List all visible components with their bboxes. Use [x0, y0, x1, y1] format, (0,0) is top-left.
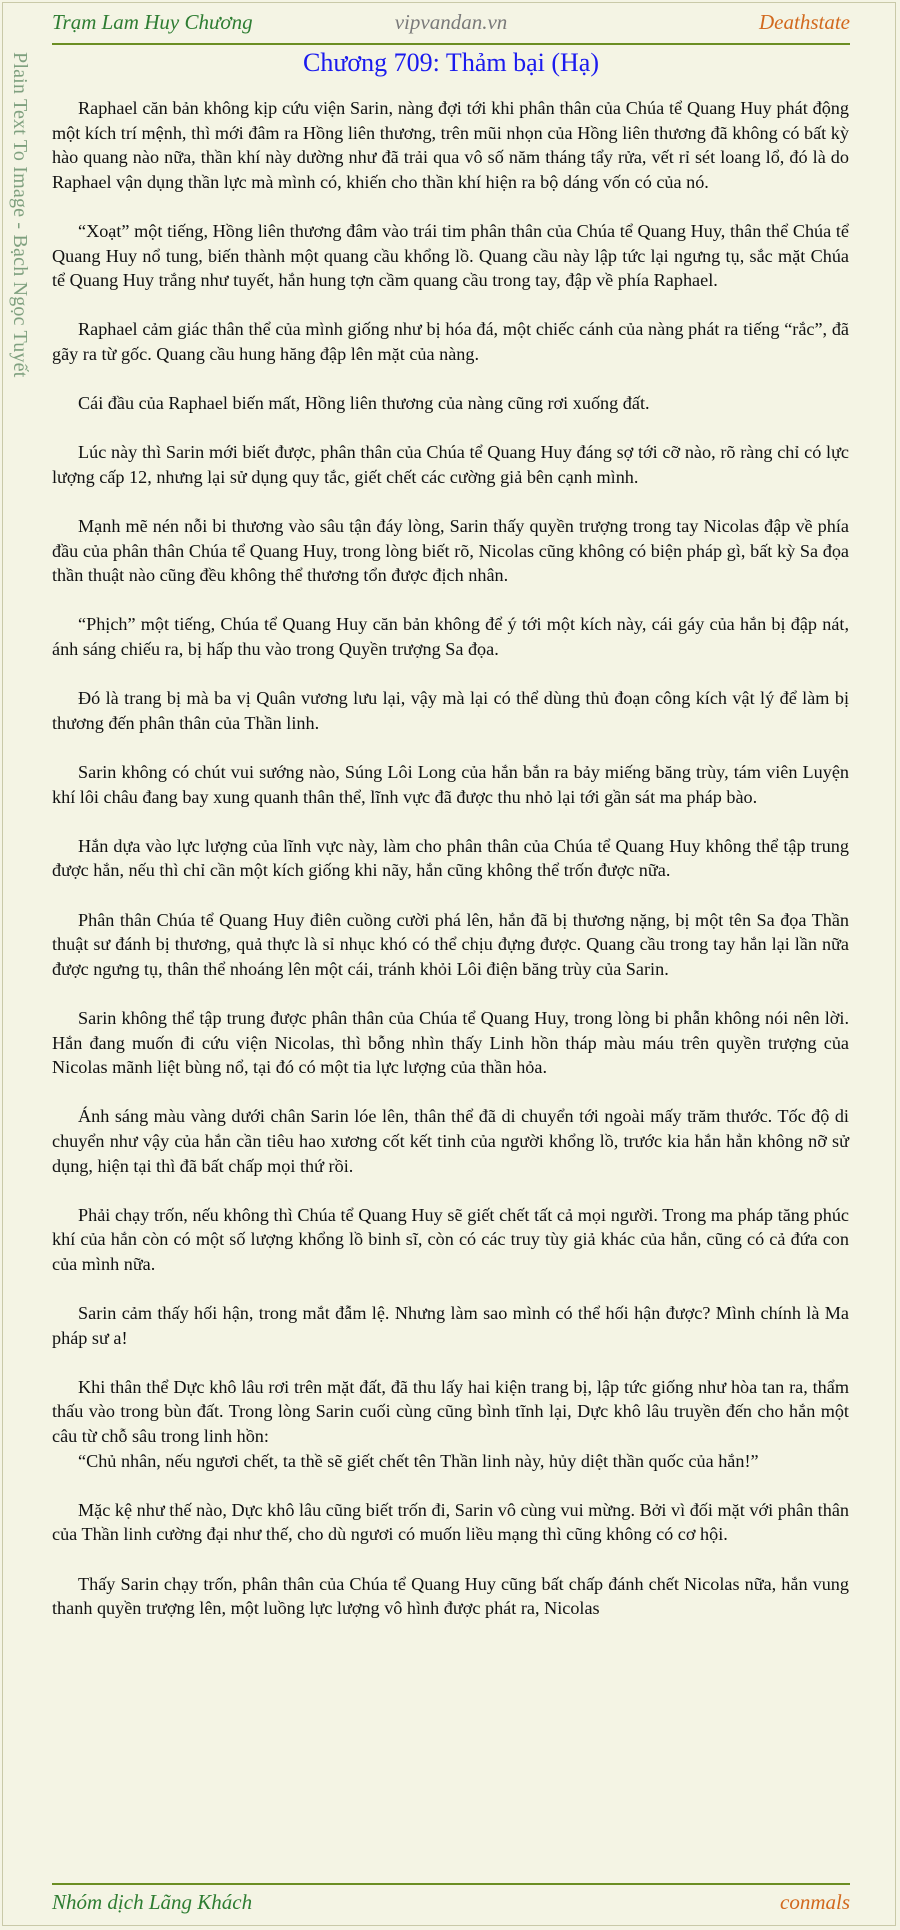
header-book-name: Deathstate: [759, 10, 850, 34]
paragraph: Ánh sáng màu vàng dưới chân Sarin lóe lên, thân thể đã di chuyển tới ngoài mấy trăm thước. Tốc độ di chuyển như vậy của hắn cần tiêu hao xương cốt kết tinh của người khổng lồ, trước kia hắn hẳn không nỡ sử dụng, hiện tại thì đã bất chấp mọi thứ rồi.: [52, 1106, 849, 1176]
paragraph: Raphael căn bản không kịp cứu viện Sarin, nàng đợi tới khi phân thân của Chúa tể Quang Huy phát động một kích trí mệnh, thì mới đâm ra Hồng liên thương, trên mũi nhọn của Hồng liên thương đã không có bất kỳ hào quang nào nữa, thần khí này dường như đã trải qua vô số năm tháng tẩy rửa, vết rỉ sét loang lổ, đó là do Raphael vận dụng thần lực mà mình có, khiến cho thần khí hiện ra bộ dáng vốn có của nó.: [52, 98, 849, 192]
footer-group-name: Nhóm dịch Lãng Khách: [52, 1890, 253, 1914]
footer-divider: [52, 1883, 850, 1885]
chapter-body: [52, 96, 849, 1645]
header-translator-name: Trạm Lam Huy Chương: [52, 10, 253, 34]
footer-author-name: conmals: [780, 1890, 850, 1914]
paragraph: Mạnh mẽ nén nỗi bi thương vào sâu tận đáy lòng, Sarin thấy quyền trượng trong tay Nicolas đập về phía đầu của phân thân Chúa tể Quang Huy, trong lòng biết rõ, Nicolas cũng không có biện pháp gì, bất kỳ Sa đọa thần thuật nào cũng đều không thể thương tổn được địch nhân.: [52, 516, 849, 586]
page-header: [52, 8, 850, 42]
paragraph: Sarin không thể tập trung được phân thân của Chúa tể Quang Huy, trong lòng bi phẫn không nói nên lời. Hắn đang muốn đi cứu viện Nicolas, thì bỗng nhìn thấy Linh hồn tháp màu máu trên quyền trượng của Nicolas mãnh liệt bùng nổ, tại đó có một tia lực lượng của thần hỏa.: [52, 1007, 849, 1078]
header-divider: [52, 43, 850, 45]
paragraph: Cái đầu của Raphael biến mất, Hồng liên thương của nàng cũng rơi xuống đất.: [78, 393, 650, 414]
paragraph: Đó là trang bị mà ba vị Quân vương lưu lại, vậy mà lại có thể dùng thủ đoạn công kích vật lý để làm bị thương đến phân thân của Thần linh.: [52, 688, 849, 733]
paragraph: Lúc này thì Sarin mới biết được, phân thân của Chúa tể Quang Huy đáng sợ tới cỡ nào, rõ ràng chỉ có lực lượng cấp 12, nhưng lại sử dụng quy tắc, giết chết các cường giả bên cạnh mình.: [52, 442, 849, 487]
paragraph: Sarin không có chút vui sướng nào, Súng Lôi Long của hắn bắn ra bảy miếng băng trùy, tám viên Luyện khí lôi châu đang bay xung quanh thân thể, lĩnh vực đã được thu nhỏ lại tới gần sát ma pháp bào.: [52, 762, 849, 807]
paragraph: Mặc kệ như thế nào, Dực khô lâu cũng biết trốn đi, Sarin vô cùng vui mừng. Bởi vì đối mặt với phân thân của Thần linh cường đại như thế, cho dù ngươi có muốn liều mạng thì cũng không có cơ hội.: [52, 1499, 849, 1545]
paragraph: “Phịch” một tiếng, Chúa tể Quang Huy căn bản không để ý tới một kích này, cái gáy của hắn bị đập nát, ánh sáng chiếu ra, bị hấp thu vào trong Quyền trượng Sa đọa.: [52, 614, 849, 660]
paragraph: Hắn dựa vào lực lượng của lĩnh vực này, làm cho phân thân của Chúa tể Quang Huy không thể tập trung được hắn, nếu thì chỉ cần một kích giống khi nãy, hắn cũng không thể trốn được nữa.: [52, 835, 849, 881]
paragraph: Raphael cảm giác thân thể của mình giống như bị hóa đá, một chiếc cánh của nàng phát ra tiếng “rắc”, đã gãy ra từ gốc. Quang cầu hung hăng đập lên mặt của nàng.: [52, 319, 849, 364]
chapter-title: Chương 709: Thảm bại (Hạ): [303, 48, 599, 77]
paragraph: Sarin cảm thấy hối hận, trong mắt đẫm lệ. Nhưng làm sao mình có thể hối hận được? Mình chính là Ma pháp sư a!: [52, 1303, 849, 1348]
paragraph: Thấy Sarin chạy trốn, phân thân của Chúa tể Quang Huy cũng bất chấp đánh chết Nicolas nữa, hắn vung thanh quyền trượng lên, một luồng lực lượng vô hình được phát ra, Nicolas: [52, 1573, 849, 1619]
paragraph: “Xoạt” một tiếng, Hồng liên thương đâm vào trái tim phân thân của Chúa tể Quang Huy, thân thể Chúa tể Quang Huy nổ tung, biến thành một quang cầu khổng lồ. Quang cầu này lập tức lại ngưng tụ, sắc mặt Chúa tể Quang Huy trắng như tuyết, hắn hung tợn cầm quang cầu trong tay, đập về phía Raphael.: [52, 220, 849, 291]
paragraph: Phải chạy trốn, nếu không thì Chúa tể Quang Huy sẽ giết chết tất cả mọi người. Trong ma pháp tăng phúc khí của hắn còn có một số lượng khổng lồ binh sĩ, còn có các truy tùy giả khác của hắn, cũng có cả đứa con của mình nữa.: [52, 1204, 849, 1274]
paragraph: Phân thân Chúa tể Quang Huy điên cuồng cười phá lên, hắn đã bị thương nặng, bị một tên Sa đọa Thần thuật sư đánh bị thương, quả thực là sỉ nhục khó có thể chịu đựng được. Quang cầu trong tay hắn lại lần nữa được ngưng tụ, thân thể nhoáng lên một cái, tránh khỏi Lôi điện băng trùy của Sarin.: [52, 909, 849, 979]
side-watermark-text: Plain Text To Image - Bạch Ngọc Tuyết: [9, 52, 31, 378]
page-footer: [52, 1890, 850, 1920]
paragraph: Khi thân thể Dực khô lâu rơi trên mặt đất, đã thu lấy hai kiện trang bị, lập tức giống như hòa tan ra, thẩm thấu vào trong bùn đất. Trong lòng Sarin cuối cùng cũng bình tĩnh lại, Dực khô lâu truyền đến cho hắn một câu từ chỗ sâu trong linh hồn:: [52, 1376, 849, 1447]
paragraph-quote: “Chủ nhân, nếu ngươi chết, ta thề sẽ giết chết tên Thần linh này, hủy diệt thần quốc của hắn!”: [78, 1450, 759, 1471]
header-site-name: vipvandan.vn: [394, 10, 508, 34]
